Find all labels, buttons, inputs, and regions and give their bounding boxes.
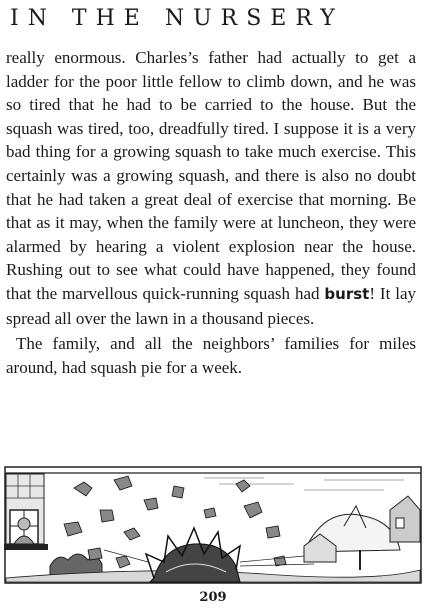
paragraph-1-ending: ! It lay spread all over the lawn in a thousand pieces. [6,283,416,328]
exploding-squash [146,528,240,582]
page-number: 209 [199,590,227,605]
body-text [6,46,416,379]
paragraph-1 [6,46,416,330]
bold-word-burst: burst [324,284,370,303]
running-header: IN THE NURSERY [10,6,344,31]
paragraph-1-text: really enormous. Charles’s father had actually to get a ladder for the poor little fellow to climb down, and he was so tired that he had to be carried to the house. But the squash was tired, too, dreadfully tired. I suppose it is a very bad thing for a growing squash to take much exercise. This certainly was a growing squash, and there is also no doubt that he had taken a great deal of exercise that morning. Be that as it may, when the family were at luncheon, they were alarmed by hearing a violent explosion near the house. Rushing out to see what could have happened, they found that the marvellous quick-running squash had [6,48,416,303]
paragraph-2: The family, and all the neighbors’ families for miles around, had squash pie for a week. [6,334,416,377]
house-window [4,474,48,550]
squash-explosion-illustration [4,466,422,584]
